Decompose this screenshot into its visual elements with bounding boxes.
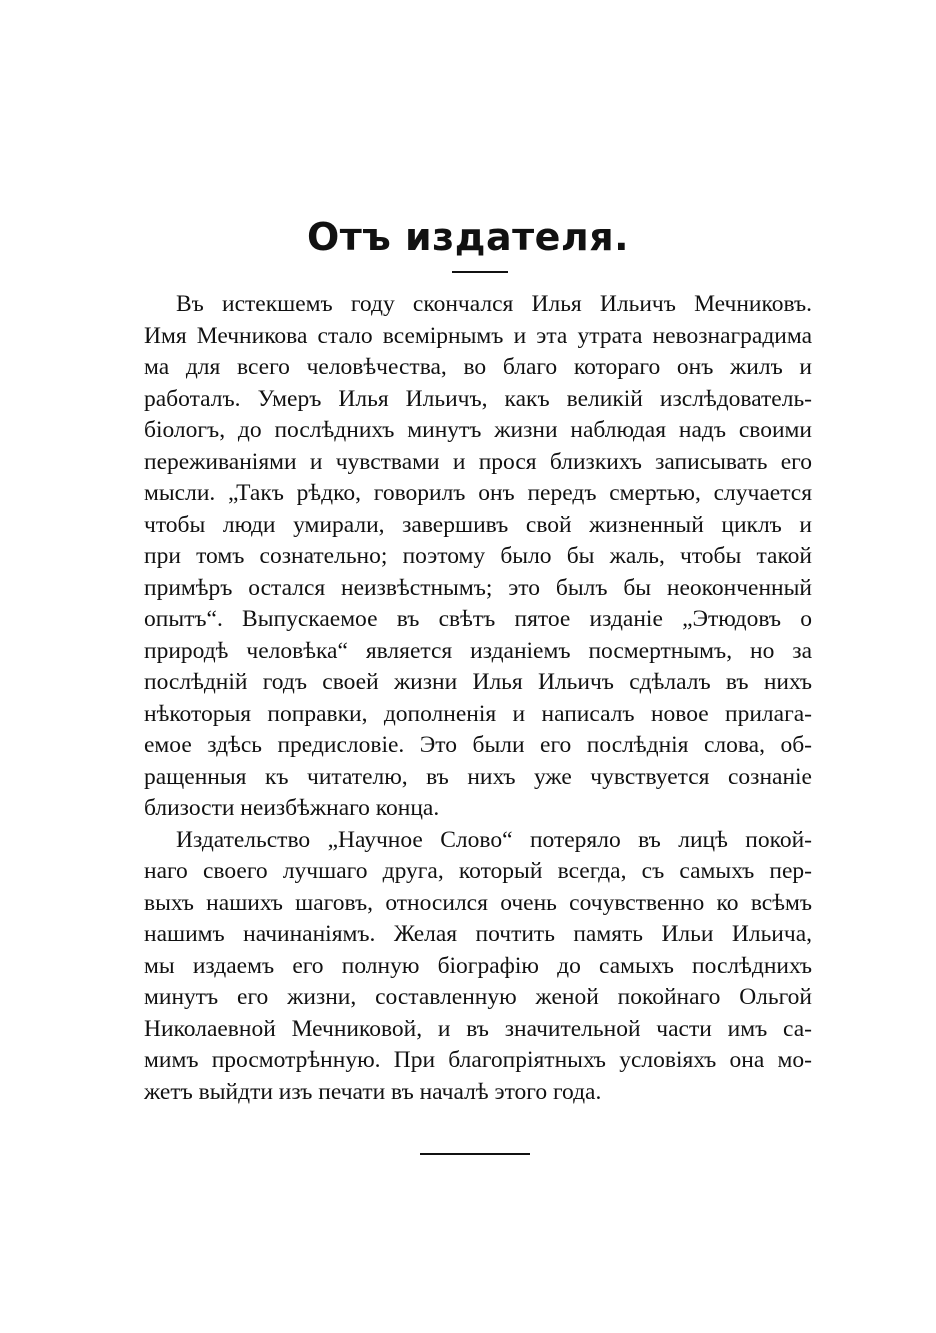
text-line: опытъ“. Выпускаемое въ свѣтъ пятое изданіе „Этюдовъ о — [144, 606, 812, 632]
page-title: Отъ издателя. — [306, 215, 630, 259]
text-line: нашимъ начинаніямъ. Желая почтить память Ильи Ильича, — [144, 921, 812, 947]
text-line: Издательство „Научное Слово“ потеряло въ лицѣ покой- — [176, 826, 812, 853]
text-line: чтобы люди умирали, завершивъ свой жизненный циклъ и — [144, 511, 812, 538]
text-line: мысли. „Такъ рѣдко, говорилъ онъ передъ смертью, случается — [144, 480, 812, 506]
text-line: ращенныя къ читателю, въ нихъ уже чувствуется сознаніе — [144, 763, 812, 790]
text-line: емое здѣсь предисловіе. Это были его послѣднія слова, об- — [144, 732, 812, 758]
text-line: минутъ его жизни, составленную женой покойнаго Ольгой — [144, 984, 812, 1010]
text-line: при томъ сознательно; поэтому было бы жаль, чтобы такой — [144, 543, 812, 569]
text-line: жетъ выйдти изъ печати въ началѣ этого года. — [144, 1078, 602, 1105]
text-line: выхъ нашихъ шаговъ, относился очень сочувственно ко всѣмъ — [144, 889, 812, 916]
text-line: переживаніями и чувствами и прося близкихъ записывать его — [144, 448, 812, 475]
text-line: біологъ, до послѣднихъ минутъ жизни наблюдая надъ своими — [144, 417, 812, 443]
text-line: Въ истекшемъ году скончался Илья Ильичъ Мечниковъ. — [176, 291, 812, 317]
text-line: работалъ. Умеръ Илья Ильичъ, какъ великій изслѣдователь- — [144, 385, 812, 412]
title-divider — [452, 271, 508, 273]
body-text — [144, 289, 812, 1108]
text-line: близости неизбѣжнаго конца. — [144, 795, 440, 821]
text-line: ма для всего человѣчества, во благо котораго онъ жилъ и — [144, 354, 812, 380]
end-divider — [420, 1153, 530, 1155]
text-line: Николаевной Мечниковой, и въ значительной части имъ са- — [144, 1015, 812, 1042]
text-line: примѣръ остался неизвѣстнымъ; это былъ бы неоконченный — [144, 574, 812, 601]
text-line: Имя Мечникова стало всемірнымъ и эта утрата невознаградима — [144, 322, 812, 349]
text-line: нѣкоторыя поправки, дополненія и написалъ новое прилага- — [144, 700, 812, 727]
text-line: природѣ человѣка“ является изданіемъ посмертнымъ, но за — [144, 637, 812, 664]
text-line: мы издаемъ его полную біографію до самыхъ послѣднихъ — [144, 952, 812, 979]
text-line: наго своего лучшаго друга, который всегда, съ самыхъ пер- — [144, 858, 812, 884]
text-line: мимъ просмотрѣнную. При благопріятныхъ условіяхъ она мо- — [144, 1047, 812, 1073]
text-line: послѣдній годъ своей жизни Илья Ильичъ сдѣлалъ въ нихъ — [144, 669, 812, 695]
